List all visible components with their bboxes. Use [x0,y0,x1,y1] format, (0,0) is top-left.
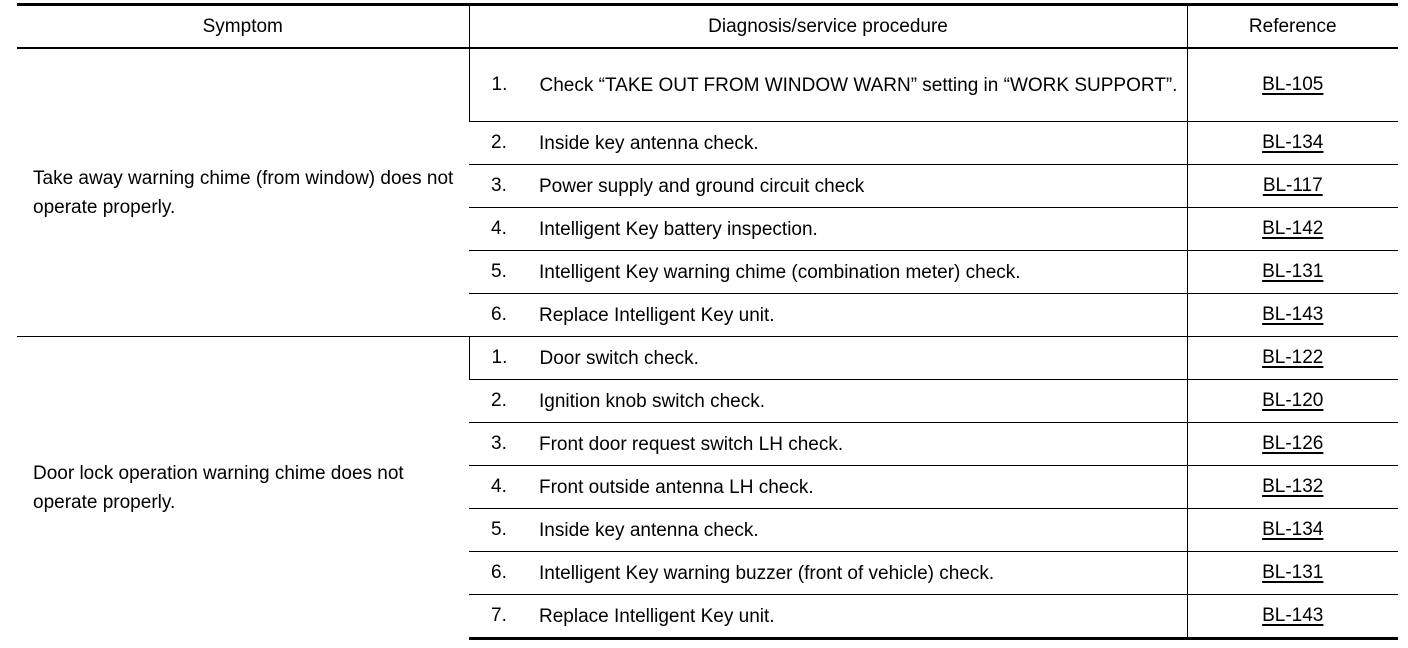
reference-link[interactable]: BL-134 [1262,132,1324,153]
step-text: Replace Intelligent Key unit. [539,605,775,627]
step-number: 3. [491,433,507,454]
diagnosis-table [17,3,1398,640]
reference-link[interactable]: BL-132 [1262,476,1324,497]
procedure-cell [469,165,1187,208]
reference-cell [1187,208,1398,251]
reference-cell [1187,509,1398,552]
step-number: 1. [491,347,508,368]
reference-link[interactable]: BL-120 [1262,390,1324,411]
step-text: Front door request switch LH check. [539,433,844,455]
step-number: 2. [491,132,507,153]
reference-cell [1187,165,1398,208]
step-number: 6. [491,304,507,325]
procedure-cell [469,595,1187,639]
step-number: 4. [491,476,507,497]
reference-cell [1187,251,1398,294]
procedure-cell [469,380,1187,423]
reference-cell [1187,294,1398,337]
header-reference: Reference [1187,5,1398,49]
step-number: 5. [491,261,507,282]
step-number: 5. [491,519,507,540]
step-text: Check “TAKE OUT FROM WINDOW WARN” setting in “WORK SUPPORT”. [539,74,1178,96]
step-text: Intelligent Key warning chime (combination meter) check. [539,261,1021,283]
reference-link[interactable]: BL-143 [1262,304,1324,325]
table-row [17,48,1398,122]
reference-cell [1187,552,1398,595]
reference-cell [1187,48,1398,122]
reference-cell [1187,595,1398,639]
reference-link[interactable]: BL-131 [1262,562,1324,583]
reference-link[interactable]: BL-117 [1262,175,1323,196]
step-number: 4. [491,218,507,239]
procedure-cell [469,48,1187,122]
step-number: 3. [491,175,507,196]
step-text: Door switch check. [539,347,699,369]
table-row [17,337,1398,380]
step-text: Inside key antenna check. [539,519,759,541]
header-symptom: Symptom [202,15,283,37]
step-number: 6. [491,562,507,583]
step-text: Intelligent Key battery inspection. [539,218,818,240]
procedure-cell [469,509,1187,552]
reference-link[interactable]: BL-126 [1262,433,1324,454]
procedure-cell [469,466,1187,509]
procedure-cell [469,337,1187,380]
step-text: Intelligent Key warning buzzer (front of vehicle) check. [539,562,995,584]
reference-cell [1187,380,1398,423]
reference-link[interactable]: BL-105 [1262,74,1324,95]
header-row [17,5,1398,49]
procedure-cell [469,208,1187,251]
reference-link[interactable]: BL-122 [1262,347,1324,368]
reference-cell [1187,122,1398,165]
procedure-cell [469,552,1187,595]
table-body [17,48,1398,639]
header-procedure: Diagnosis/service procedure [469,5,1187,49]
reference-link[interactable]: BL-131 [1262,261,1324,282]
reference-cell [1187,466,1398,509]
step-text: Ignition knob switch check. [539,390,766,412]
symptom-cell: Take away warning chime (from window) does not operate properly. [17,48,469,337]
reference-cell [1187,337,1398,380]
step-text: Front outside antenna LH check. [539,476,814,498]
step-number: 1. [491,74,508,95]
step-text: Inside key antenna check. [539,132,759,154]
step-text: Replace Intelligent Key unit. [539,304,775,326]
reference-link[interactable]: BL-142 [1262,218,1324,239]
step-text: Power supply and ground circuit check [539,175,865,197]
reference-link[interactable]: BL-134 [1262,519,1324,540]
procedure-cell [469,423,1187,466]
procedure-cell [469,122,1187,165]
procedure-cell [469,251,1187,294]
symptom-cell: Door lock operation warning chime does not operate properly. [17,337,469,639]
step-number: 7. [491,605,507,626]
procedure-cell [469,294,1187,337]
reference-link[interactable]: BL-143 [1262,605,1324,626]
reference-cell [1187,423,1398,466]
step-number: 2. [491,390,507,411]
